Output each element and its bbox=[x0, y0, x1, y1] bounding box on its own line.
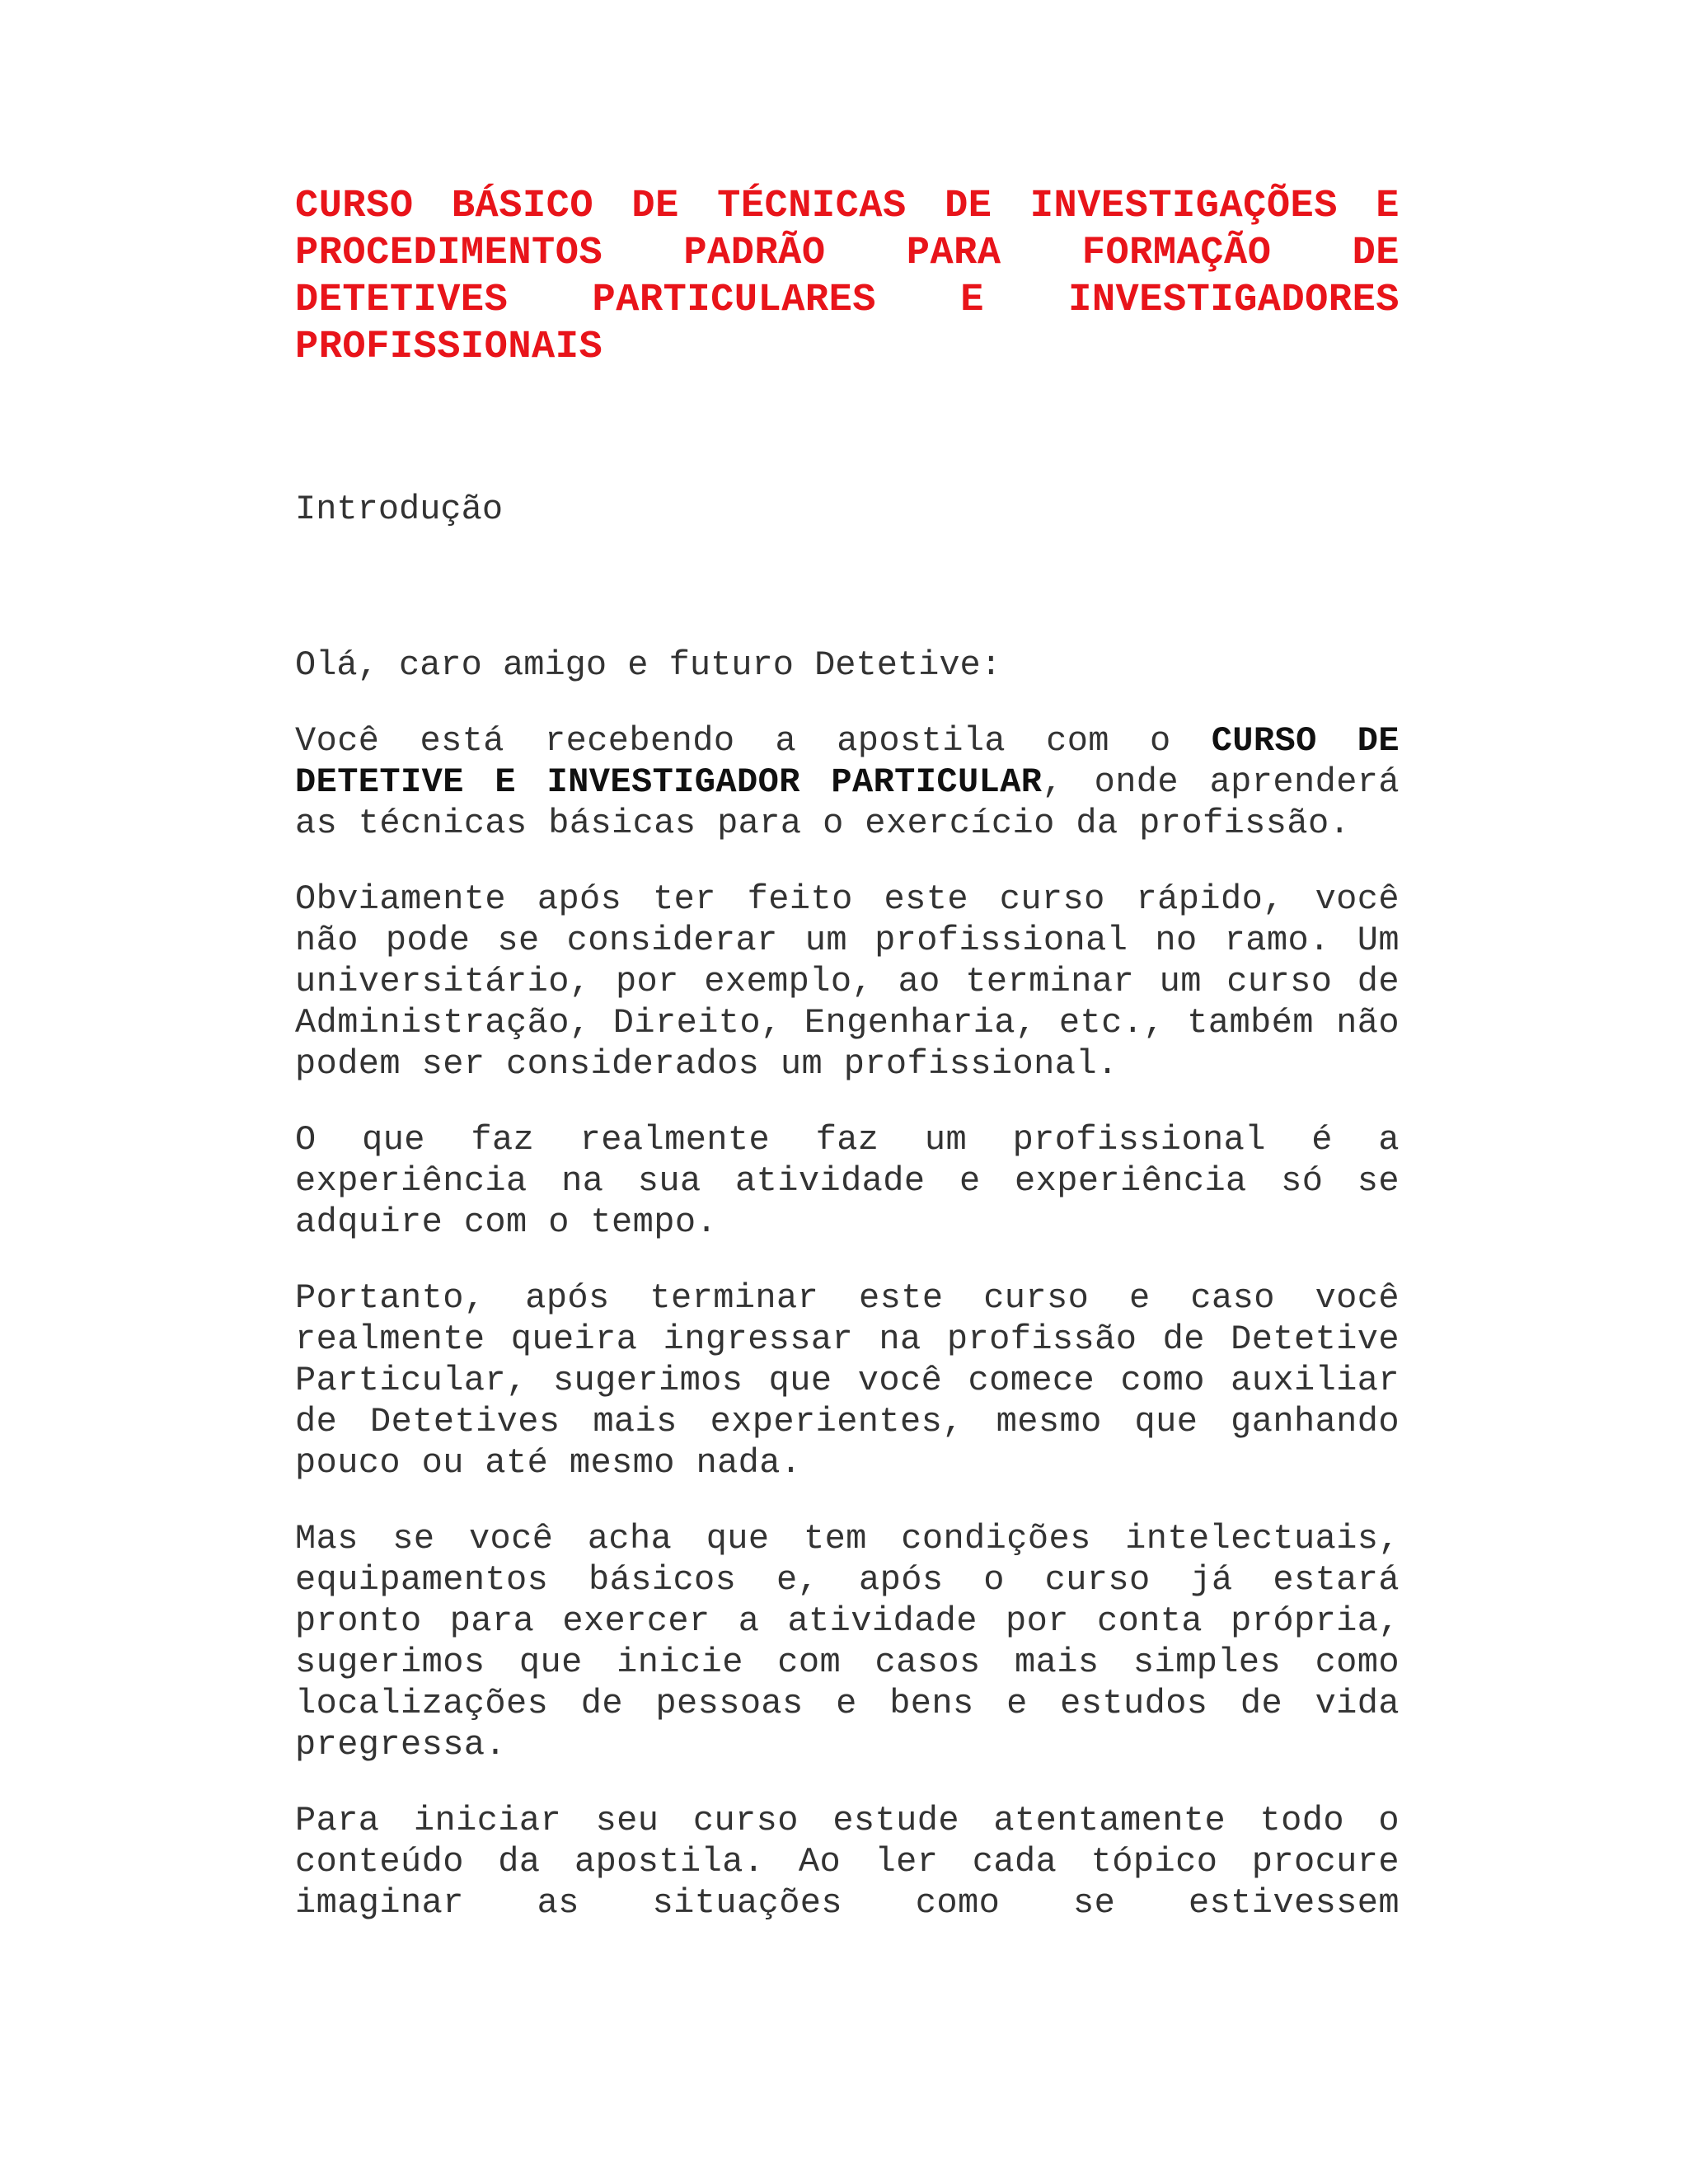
paragraph-1 bbox=[295, 720, 1400, 844]
paragraph-1-end: , onde aprenderá as técnicas básicas para o exercício da profissão. bbox=[295, 762, 1400, 843]
paragraph-4: Portanto, após terminar este curso e caso você realmente queira ingressar na profissão de Detetive Particular, sugerimos que você comece como auxiliar de Detetives mais experientes, mesmo que ganhando pouco ou até mesmo nada. bbox=[295, 1278, 1400, 1483]
paragraph-5: Mas se você acha que tem condições intelectuais, equipamentos básicos e, após o curso já estará pronto para exercer a atividade por conta própria, sugerimos que inicie com casos mais simples como localizações de pessoas e bens e estudos de vida pregressa. bbox=[295, 1519, 1400, 1765]
course-name-bold: CURSO DE DETETIVE E INVESTIGADOR PARTICULAR bbox=[295, 721, 1400, 802]
paragraph-6: Para iniciar seu curso estude atentamente todo o conteúdo da apostila. Ao ler cada tópico procure imaginar as situações como se estivessem bbox=[295, 1801, 1400, 1923]
section-heading: Introdução bbox=[295, 490, 504, 529]
paragraph-2: Obviamente após ter feito este curso rápido, você não pode se considerar um profissional no ramo. Um universitário, por exemplo, ao terminar um curso de Administração, Direito, Engenharia, etc., também não podem ser considerados um profissional. bbox=[295, 879, 1400, 1084]
document-page bbox=[295, 183, 1400, 1924]
document-title: CURSO BÁSICO DE TÉCNICAS DE INVESTIGAÇÕES E PROCEDIMENTOS PADRÃO PARA FORMAÇÃO DE DETETIVES PARTICULARES E INVESTIGADORES PROFISSIONAIS bbox=[295, 185, 1400, 369]
greeting-line: Olá, caro amigo e futuro Detetive: bbox=[295, 645, 1001, 685]
paragraph-3: O que faz realmente faz um profissional é a experiência na sua atividade e experiência só se adquire com o tempo. bbox=[295, 1120, 1400, 1242]
paragraph-1-start: Você está recebendo a apostila com o bbox=[295, 721, 1212, 761]
